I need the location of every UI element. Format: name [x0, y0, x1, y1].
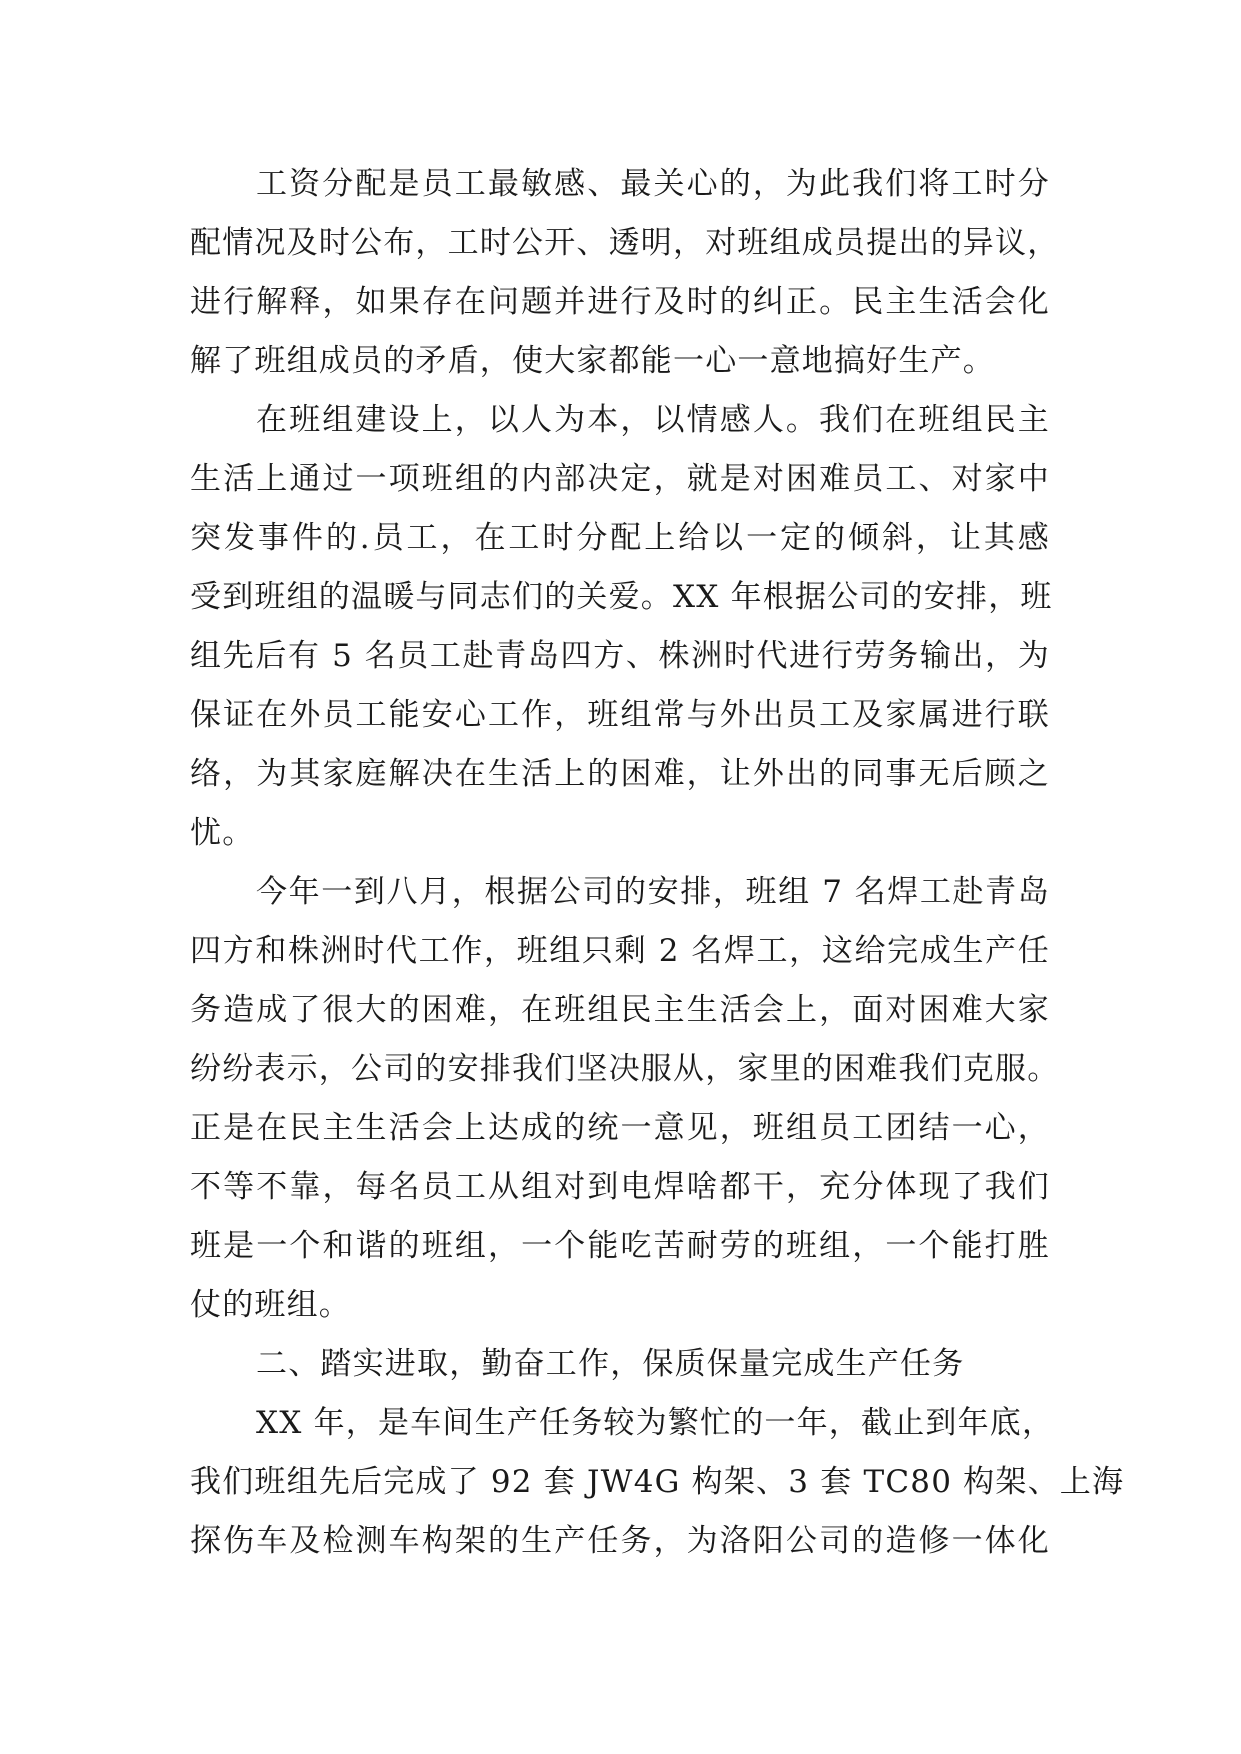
- text-line: 保证在外员工能安心工作，班组常与外出员工及家属进行联: [190, 697, 1050, 733]
- paragraph-welders: [190, 863, 1060, 1335]
- text-line: 进行解释，如果存在问题并进行及时的纠正。民主生活会化: [190, 284, 1050, 320]
- text-line: 仗的班组。: [190, 1287, 351, 1323]
- text-line: 不等不靠，每名员工从组对到电焊啥都干，充分体现了我们: [190, 1169, 1050, 1205]
- text-line: 我们班组先后完成了 92 套 JW4G 构架、3 套 TC80 构架、上海: [190, 1464, 1125, 1500]
- text-line: 组先后有 5 名员工赴青岛四方、株洲时代进行劳务输出，为: [190, 638, 1050, 674]
- text-line: 受到班组的温暖与同志们的关爱。XX 年根据公司的安排，班: [190, 579, 1053, 615]
- text-line: 配情况及时公布，工时公开、透明，对班组成员提出的异议，: [190, 225, 1060, 261]
- text-line: XX 年，是车间生产任务较为繁忙的一年，截止到年底，: [256, 1405, 1055, 1441]
- text-line: 务造成了很大的困难，在班组民主生活会上，面对困难大家: [190, 992, 1050, 1028]
- paragraph-wage-distribution: [190, 155, 1060, 391]
- document-body: [190, 155, 1125, 1571]
- text-line: 忧。: [190, 815, 255, 851]
- text-line: 四方和株洲时代工作，班组只剩 2 名焊工，这给完成生产任: [190, 933, 1050, 969]
- text-line: 解了班组成员的矛盾，使大家都能一心一意地搞好生产。: [190, 343, 995, 379]
- paragraph-production: [190, 1394, 1125, 1571]
- text-line: 生活上通过一项班组的内部决定，就是对困难员工、对家中: [190, 461, 1050, 497]
- text-line: 络，为其家庭解决在生活上的困难，让外出的同事无后顾之: [190, 756, 1050, 792]
- text-line: 探伤车及检测车构架的生产任务，为洛阳公司的造修一体化: [190, 1523, 1050, 1559]
- paragraph-team-building: [190, 391, 1053, 863]
- text-line: 今年一到八月，根据公司的安排，班组 7 名焊工赴青岛: [256, 874, 1050, 910]
- text-line: 纷纷表示，公司的安排我们坚决服从，家里的困难我们克服。: [190, 1051, 1060, 1087]
- section-heading: [190, 1335, 1050, 1394]
- text-line: 突发事件的.员工，在工时分配上给以一定的倾斜，让其感: [190, 520, 1050, 556]
- text-line: 班是一个和谐的班组，一个能吃苦耐劳的班组，一个能打胜: [190, 1228, 1050, 1264]
- heading-line: 二、踏实进取，勤奋工作，保质保量完成生产任务: [256, 1346, 965, 1382]
- text-line: 正是在民主生活会上达成的统一意见，班组员工团结一心，: [190, 1110, 1050, 1146]
- text-line: 在班组建设上，以人为本，以情感人。我们在班组民主: [256, 402, 1050, 438]
- text-line: 工资分配是员工最敏感、最关心的，为此我们将工时分: [256, 166, 1050, 202]
